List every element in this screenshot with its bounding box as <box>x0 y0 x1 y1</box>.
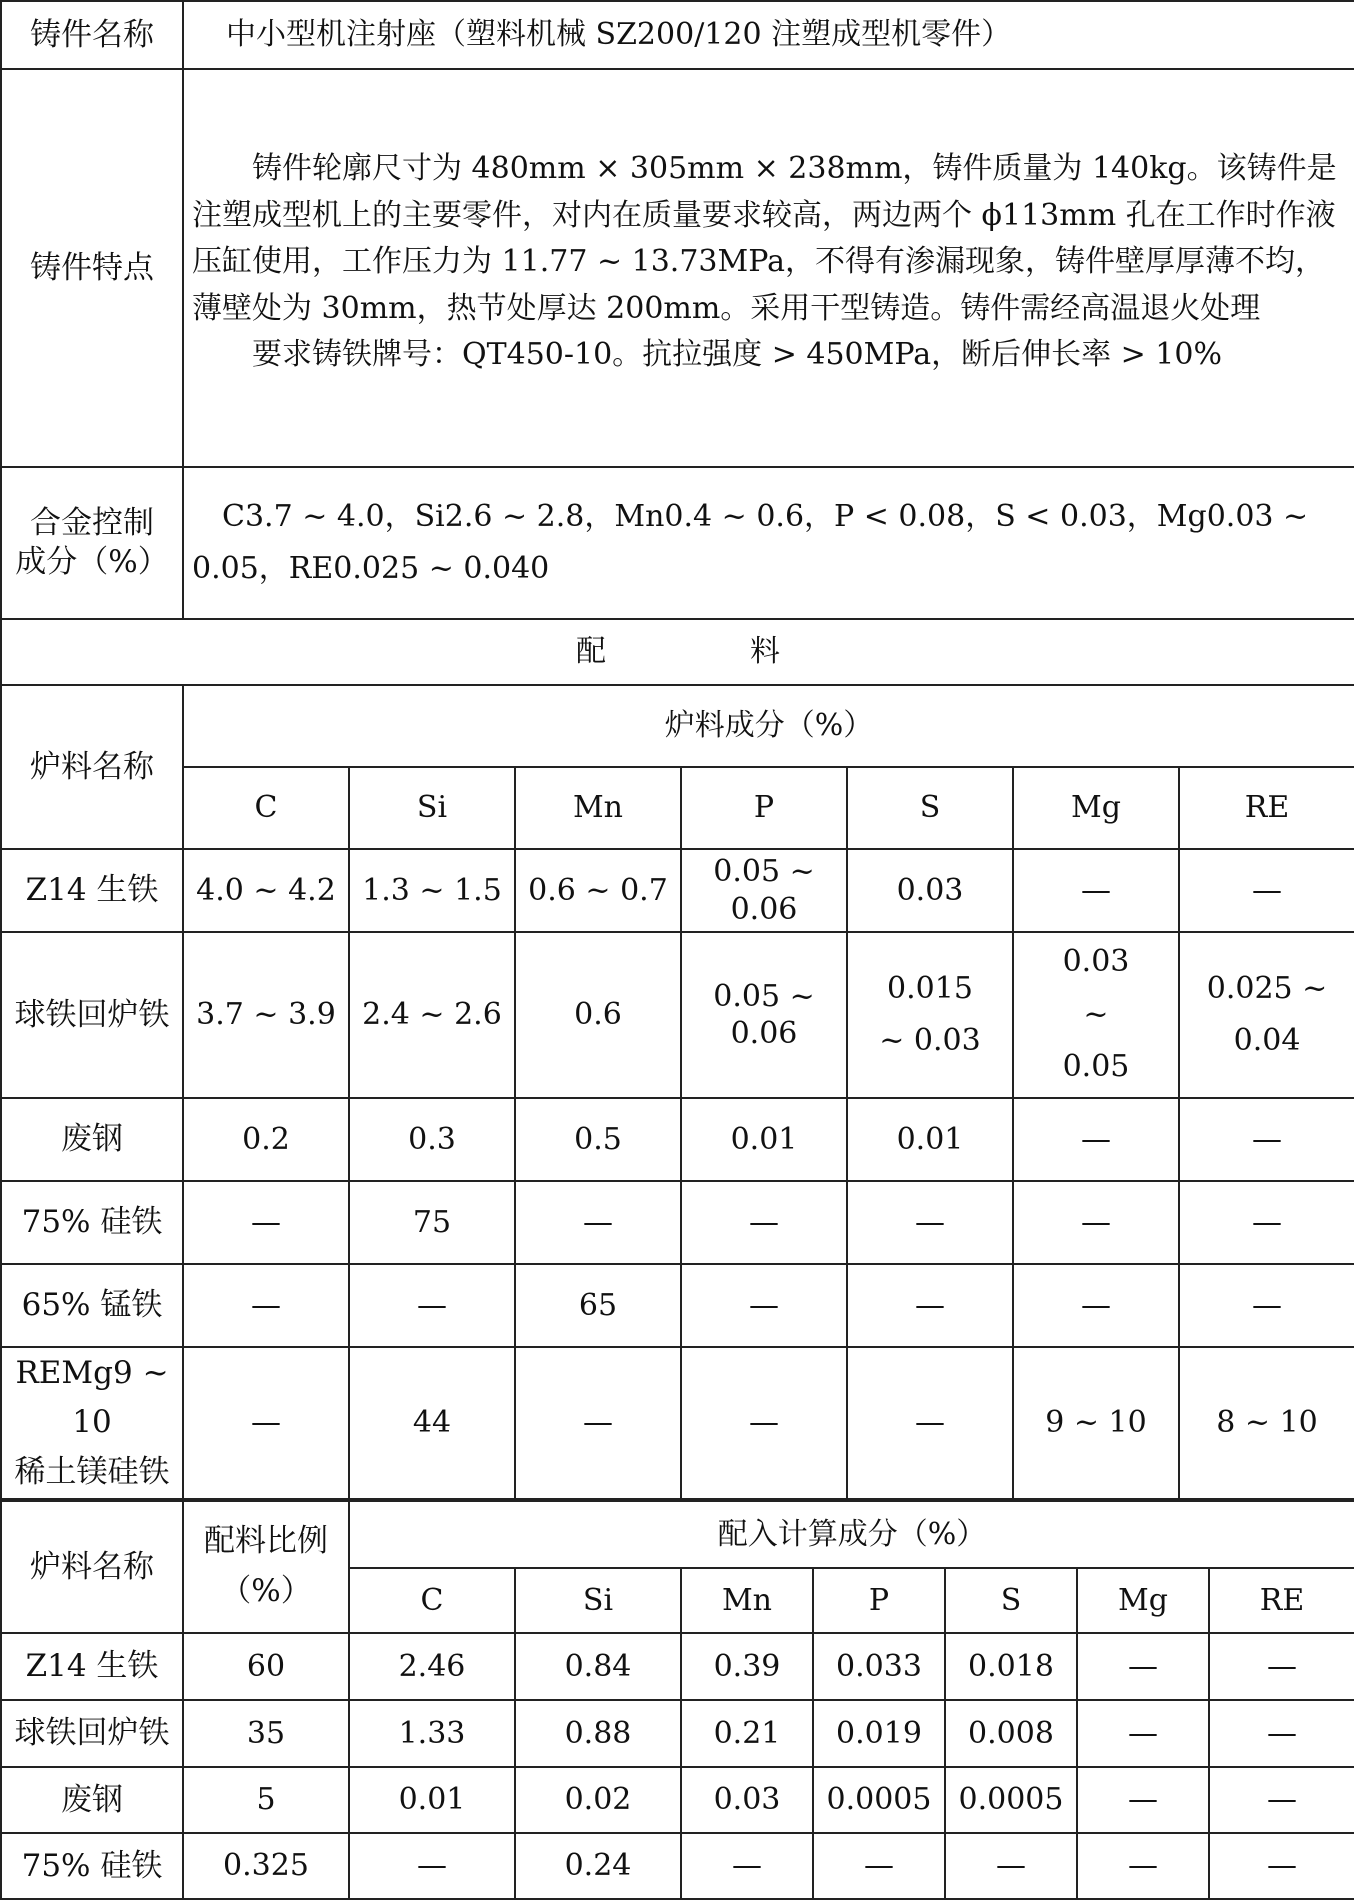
table-cell: — <box>1077 1767 1209 1833</box>
table-cell: — <box>681 1833 813 1899</box>
calc-ratio-header-line-2: （%） <box>220 1573 312 1609</box>
table-cell: 1.3 ~ 1.5 <box>349 849 515 932</box>
casting-feature-cell <box>183 69 1354 467</box>
casting-info-table <box>0 0 1354 686</box>
table-cell: 0.03 <box>681 1767 813 1833</box>
table-row <box>1 932 1354 1098</box>
section-title-char-2: 料 <box>750 634 780 670</box>
calc-ratio-header-line-1: 配料比例 <box>204 1523 328 1560</box>
table-cell: 0.24 <box>515 1833 681 1899</box>
table-cell: — <box>183 1264 349 1347</box>
alloy-label-line-2: 成分（%） <box>15 544 169 580</box>
calc-ratio-cell: 0.325 <box>183 1833 349 1899</box>
table-cell: 0.2 <box>183 1098 349 1181</box>
section-title <box>1 619 1354 685</box>
element-header: RE <box>1209 1568 1354 1633</box>
charge-comp-header: 炉料成分（%） <box>183 685 1354 767</box>
table-cell: — <box>945 1833 1077 1899</box>
element-header: Mn <box>681 1568 813 1633</box>
table-cell: 2.4 ~ 2.6 <box>349 932 515 1098</box>
table-cell: 4.0 ~ 4.2 <box>183 849 349 932</box>
table-cell: 0.01 <box>681 1098 847 1181</box>
table-cell: — <box>1179 849 1354 932</box>
element-header: P <box>681 767 847 849</box>
table-cell: 0.025 ~ 0.04 <box>1179 932 1354 1098</box>
table-cell: 0.6 <box>515 932 681 1098</box>
table-row <box>1 1633 1354 1700</box>
table-cell: 0.0005 <box>813 1767 945 1833</box>
table-cell: 9 ~ 10 <box>1013 1347 1179 1499</box>
charge-material-name: 球铁回炉铁 <box>1 932 183 1098</box>
table-cell: — <box>681 1181 847 1264</box>
charge-element-header-row <box>1 767 1354 849</box>
alloy-label <box>1 467 183 619</box>
charge-name-header: 炉料名称 <box>1 685 183 849</box>
calc-ratio-header <box>183 1501 349 1633</box>
calc-ratio-cell: 5 <box>183 1767 349 1833</box>
element-header: Mg <box>1077 1568 1209 1633</box>
casting-feature-label: 铸件特点 <box>1 69 183 467</box>
table-cell: — <box>183 1181 349 1264</box>
table-cell: 3.7 ~ 3.9 <box>183 932 349 1098</box>
section-title-char-1: 配 <box>576 634 606 670</box>
table-row <box>1 1347 1354 1499</box>
table-row <box>1 1264 1354 1347</box>
table-cell: — <box>847 1181 1013 1264</box>
table-cell: 0.018 <box>945 1633 1077 1700</box>
table-cell: — <box>349 1833 515 1899</box>
table-cell: — <box>1013 1264 1179 1347</box>
charge-material-name-line-2: 稀土镁硅铁 <box>14 1453 170 1490</box>
calc-material-name: 废钢 <box>1 1767 183 1833</box>
table-cell: — <box>1077 1700 1209 1767</box>
charge-material-name: 65% 锰铁 <box>1 1264 183 1347</box>
table-row <box>1 1181 1354 1264</box>
alloy-label-line-1: 合金控制 <box>30 505 154 542</box>
calc-name-header: 炉料名称 <box>1 1501 183 1633</box>
table-cell: 0.03 ~ 0.05 <box>1013 932 1179 1098</box>
table-cell: — <box>681 1347 847 1499</box>
element-header: Mg <box>1013 767 1179 849</box>
table-cell: — <box>1013 1098 1179 1181</box>
alloy-composition-text: C3.7 ~ 4.0，Si2.6 ~ 2.8，Mn0.4 ~ 0.6，P < 0.08，S < 0.03，Mg0.03 ~ 0.05，RE0.025 ~ 0.040 <box>183 467 1354 619</box>
table-cell: — <box>1013 849 1179 932</box>
table-cell: 0.033 <box>813 1633 945 1700</box>
table-cell: — <box>1077 1833 1209 1899</box>
table-cell: 0.05 ~ 0.06 <box>681 932 847 1098</box>
table-cell: — <box>681 1264 847 1347</box>
element-header: RE <box>1179 767 1354 849</box>
table-cell: — <box>1077 1633 1209 1700</box>
table-cell: 44 <box>349 1347 515 1499</box>
table-cell: — <box>1209 1833 1354 1899</box>
calc-material-name: 75% 硅铁 <box>1 1833 183 1899</box>
charge-material-name-line-1: REMg9 ~ 10 <box>15 1354 169 1441</box>
table-cell: 0.21 <box>681 1700 813 1767</box>
table-cell: 75 <box>349 1181 515 1264</box>
table-cell: 0.03 <box>847 849 1013 932</box>
casting-name-row <box>1 1 1354 69</box>
casting-requirement-text: 要求铸铁牌号：QT450-10。抗拉强度 > 450MPa，断后伸长率 > 10% <box>252 337 1222 372</box>
table-cell: 0.84 <box>515 1633 681 1700</box>
calc-ratio-cell: 60 <box>183 1633 349 1700</box>
table-cell: 0.3 <box>349 1098 515 1181</box>
table-cell: — <box>1209 1700 1354 1767</box>
table-cell: 0.05 ~ 0.06 <box>681 849 847 932</box>
table-row <box>1 1700 1354 1767</box>
table-cell: — <box>515 1347 681 1499</box>
casting-feature-text: 铸件轮廓尺寸为 480mm × 305mm × 238mm，铸件质量为 140kg。该铸件是注塑成型机上的主要零件，对内在质量要求较高，两边两个 ϕ113mm 孔在工作时作液压缸使用，工作压力为 11.77 ~ 13.73MPa，不得有渗漏现象，铸件壁厚厚薄不均，薄壁处为 30mm，热节处厚达 200mm。采用干型铸造。铸件需经高温退火处理 <box>192 151 1337 326</box>
table-cell: 0.88 <box>515 1700 681 1767</box>
charge-material-name: 废钢 <box>1 1098 183 1181</box>
table-cell: 8 ~ 10 <box>1179 1347 1354 1499</box>
table-cell: 0.019 <box>813 1700 945 1767</box>
table-cell: — <box>349 1264 515 1347</box>
element-header: Si <box>515 1568 681 1633</box>
calculated-composition-table <box>0 1500 1354 1900</box>
table-cell: 0.008 <box>945 1700 1077 1767</box>
casting-feature-row <box>1 69 1354 467</box>
table-cell: — <box>515 1181 681 1264</box>
table-cell: 1.33 <box>349 1700 515 1767</box>
table-cell: — <box>1209 1767 1354 1833</box>
table-cell: — <box>1179 1264 1354 1347</box>
calc-material-name: Z14 生铁 <box>1 1633 183 1700</box>
table-cell: 0.01 <box>349 1767 515 1833</box>
casting-name-value: 中小型机注射座（塑料机械 SZ200/120 注塑成型机零件） <box>183 1 1354 69</box>
element-header: P <box>813 1568 945 1633</box>
casting-name-label: 铸件名称 <box>1 1 183 69</box>
table-cell: — <box>1179 1098 1354 1181</box>
table-cell: 0.39 <box>681 1633 813 1700</box>
table-cell: 0.6 ~ 0.7 <box>515 849 681 932</box>
table-cell: 0.01 <box>847 1098 1013 1181</box>
calc-material-name: 球铁回炉铁 <box>1 1700 183 1767</box>
table-cell: — <box>813 1833 945 1899</box>
table-row <box>1 1098 1354 1181</box>
table-cell: — <box>1209 1633 1354 1700</box>
section-title-row <box>1 619 1354 685</box>
element-header: C <box>349 1568 515 1633</box>
charge-material-name: Z14 生铁 <box>1 849 183 932</box>
table-cell: 0.02 <box>515 1767 681 1833</box>
table-cell: — <box>1179 1181 1354 1264</box>
element-header: Si <box>349 767 515 849</box>
element-header: C <box>183 767 349 849</box>
table-row <box>1 1833 1354 1899</box>
table-cell: — <box>1013 1181 1179 1264</box>
table-row <box>1 1767 1354 1833</box>
table-cell: — <box>847 1347 1013 1499</box>
charge-material-name: 75% 硅铁 <box>1 1181 183 1264</box>
element-header: S <box>847 767 1013 849</box>
charge-material-name <box>1 1347 183 1499</box>
table-cell: 0.5 <box>515 1098 681 1181</box>
table-cell: — <box>847 1264 1013 1347</box>
element-header: S <box>945 1568 1077 1633</box>
table-cell: 0.0005 <box>945 1767 1077 1833</box>
charge-composition-table <box>0 684 1354 1500</box>
calc-ratio-cell: 35 <box>183 1700 349 1767</box>
table-cell: 65 <box>515 1264 681 1347</box>
element-header: Mn <box>515 767 681 849</box>
table-cell: — <box>183 1347 349 1499</box>
alloy-row <box>1 467 1354 619</box>
table-cell: 0.015 ~ 0.03 <box>847 932 1013 1098</box>
calc-comp-header: 配入计算成分（%） <box>349 1501 1354 1568</box>
table-row <box>1 849 1354 932</box>
table-cell: 2.46 <box>349 1633 515 1700</box>
